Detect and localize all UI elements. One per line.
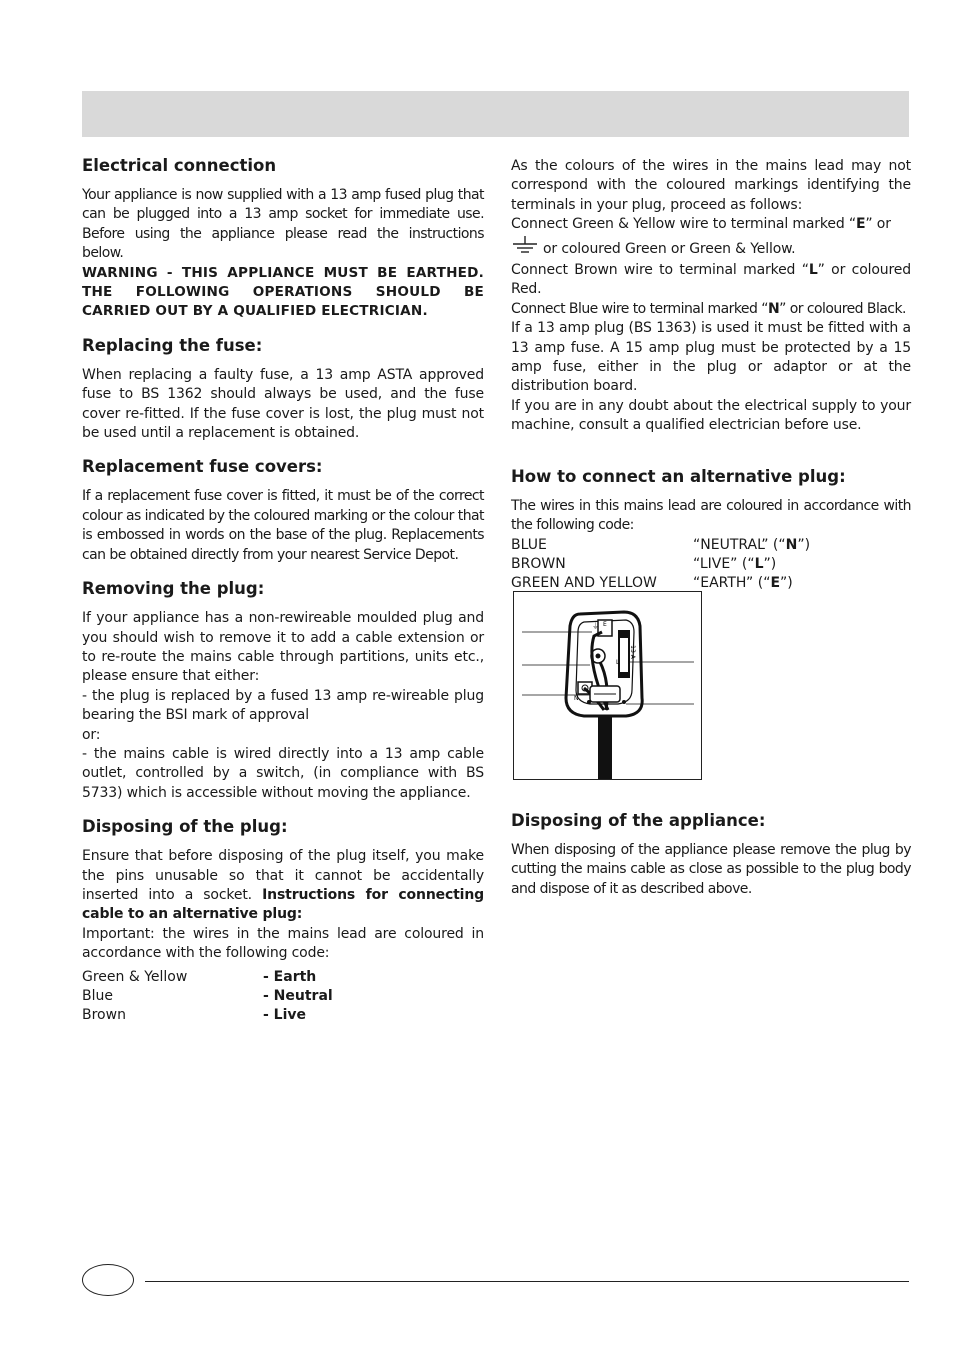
terminal-letter: L: [808, 262, 818, 279]
paragraph: Your appliance is now supplied with a 13 amp fused plug that can be plugged into a 13 amp socket for immediate use. Before using the appliance please read the instructions below.: [82, 187, 484, 262]
wire-meaning: “EARTH” (“E”): [693, 575, 793, 592]
paragraph-text: or coloured Green or Green & Yellow.: [543, 240, 796, 257]
section-title: Disposing of the plug:: [82, 817, 288, 837]
paragraph: When disposing of the appliance please remove the plug by cutting the mains cable as close as possible to the plug body and dispose of it as described above.: [511, 842, 911, 897]
table-row: [82, 1006, 484, 1025]
terminal-e-label: E: [603, 621, 607, 628]
paragraph-text: Ensure that before disposing of the plug itself, you make the pins unusable so that it cannot be accidentally inserted into a socket.: [82, 848, 484, 903]
wire-code-table: [511, 536, 911, 594]
paragraph: The wires in this mains lead are coloured in accordance with the following code:: [511, 497, 911, 534]
section-title: Disposing of the appliance:: [511, 811, 766, 830]
section-replacement-fuse-covers: [82, 456, 484, 565]
plug-wiring-diagram: [513, 591, 702, 780]
wire-code-table: [82, 968, 484, 1026]
wire-meaning: “NEUTRAL” (“N”): [693, 536, 811, 553]
section-electrical-connection: [82, 155, 484, 322]
footer-rule: [145, 1281, 909, 1282]
section-title: Electrical connection: [82, 156, 277, 175]
paragraph: [82, 847, 484, 925]
paragraph: - the mains cable is wired directly into a 13 amp cable outlet, controlled by a switch, (in compliance with BS 5733) which is accessible without moving the appliance.: [82, 745, 484, 801]
paragraph: As the colours of the wires in the mains lead may not correspond with the coloured markings identifying the terminals in your plug, proceed as follows:: [511, 158, 911, 213]
paragraph: If you are in any doubt about the electrical supply to your machine, consult a qualified electrician before use.: [511, 397, 911, 434]
paragraph: [511, 261, 911, 300]
table-row: [82, 968, 484, 987]
paragraph: or:: [82, 726, 101, 743]
paragraph-text: ” or: [865, 216, 891, 233]
paragraph: If a replacement fuse cover is fitted, it must be of the correct colour as indicated by the coloured marking or the colour that is embossed in words on the base of the plug. Replacements can be obtained directly from your nearest Service Depot.: [82, 488, 484, 563]
wire-meaning: “LIVE” (“L”): [693, 555, 777, 572]
paragraph-bold: Instructions for connecting cable to an alternative plug:: [82, 886, 485, 923]
paragraph-text: ” or coloured Black.: [779, 300, 906, 317]
paragraph-text: ” or coloured Red.: [511, 262, 911, 298]
wire-meaning: - Neutral: [263, 987, 333, 1004]
terminal-letter: E: [855, 216, 866, 233]
wire-colour: Green & Yellow: [82, 968, 188, 985]
paragraph: If a 13 amp plug (BS 1363) is used it must be fitted with a 13 amp fuse. A 15 amp plug must be protected by a 15 amp fuse, either in the plug or adaptor or at the distribution board.: [511, 320, 911, 395]
wire-colour: Brown: [82, 1007, 126, 1024]
section-title: Removing the plug:: [82, 579, 265, 599]
section-disposing-plug: [82, 816, 484, 1025]
wire-colour: GREEN AND YELLOW: [511, 575, 657, 592]
page-badge-oval: [82, 1264, 134, 1296]
warning-text: WARNING - THIS APPLIANCE MUST BE EARTHED. THE FOLLOWING OPERATIONS SHOULD BE CARRIED OUT BY A QUALIFIED ELECTRICIAN.: [82, 264, 484, 320]
section-title: Replacing the fuse:: [82, 335, 263, 355]
terminal-letter: N: [767, 300, 780, 317]
header-banner: [82, 91, 909, 137]
wire-meaning: - Live: [263, 1007, 307, 1024]
right-column: [511, 155, 911, 897]
wire-meaning: - Earth: [263, 968, 317, 985]
paragraph-text: Connect Brown wire to terminal marked “: [511, 262, 809, 279]
earth-label: ⏚: [592, 622, 599, 630]
wire-colour: Blue: [82, 987, 113, 1004]
paragraph: [511, 235, 911, 261]
section-removing-plug: [82, 578, 484, 803]
paragraph: Important: the wires in the mains lead are coloured in accordance with the following code:: [82, 925, 484, 962]
wire-colour: BROWN: [511, 555, 566, 572]
paragraph: When replacing a faulty fuse, a 13 amp ASTA approved fuse to BS 1362 should always be used, and the fuse cover re-fitted. If the fuse cover is lost, the plug must not be used until a replacement is obtained.: [82, 366, 484, 442]
earth-symbol-icon: [511, 235, 539, 261]
paragraph: - the plug is replaced by a fused 13 amp re-wireable plug bearing the BSI mark of approval: [82, 687, 484, 724]
paragraph-text: Connect Green & Yellow wire to terminal marked “: [511, 216, 856, 233]
section-title: How to connect an alternative plug:: [511, 466, 846, 486]
section-disposing-appliance: [511, 810, 911, 899]
wire-colour: BLUE: [511, 536, 547, 553]
table-row: [82, 987, 484, 1006]
terminal-n-label: N: [574, 695, 579, 702]
paragraph: [511, 215, 911, 234]
table-row: [511, 555, 911, 574]
paragraph: If your appliance has a non-rewireable moulded plug and you should wish to remove it to add a cable extension or to re-route the mains cable through partitions, units etc., please ensure that either:: [82, 610, 484, 685]
section-alternative-plug: [511, 466, 911, 594]
paragraph: [511, 300, 911, 319]
paragraph-text: Connect Blue wire to terminal marked “: [511, 300, 768, 317]
section-replacing-fuse: [82, 335, 484, 444]
fuse-label: 13 A: [629, 645, 636, 659]
terminal-l-label: L: [616, 659, 620, 666]
left-column: [82, 155, 484, 1038]
table-row: [511, 536, 911, 555]
mains-cable: [598, 710, 612, 779]
section-title: Replacement fuse covers:: [82, 457, 323, 477]
